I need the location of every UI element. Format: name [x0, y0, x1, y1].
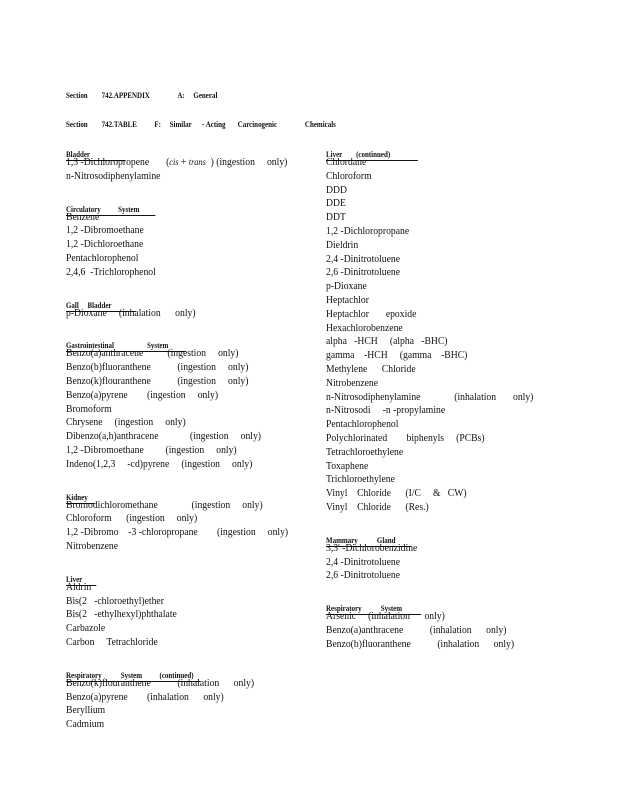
group-bladder — [66, 144, 316, 184]
list-item: Toxaphene — [326, 460, 369, 472]
section-header-appendix: Section 742.APPENDIX A: General — [66, 90, 218, 100]
list-item: Polychlorinated biphenyls (PCBs) — [326, 432, 485, 444]
list-item: 1,2 -Dibromoethane (ingestion only) — [66, 444, 237, 456]
list-item: Bromodichloromethane (ingestion only) — [66, 499, 263, 511]
list-item: Benzo(b)fluoranthene (ingestion only) — [66, 362, 249, 374]
list-item: Aldrin — [66, 581, 92, 593]
list-item: 2,4 -Dinitrotoluene — [326, 253, 401, 265]
list-item: Chloroform (ingestion only) — [66, 513, 198, 525]
group-title: Kidney — [66, 491, 95, 502]
list-item: 2,6 -Dinitrotoluene — [326, 267, 401, 279]
list-item: alpha -HCH (alpha -BHC) — [326, 336, 448, 348]
list-item: Pentachlorophenol — [326, 419, 399, 431]
group-title: Gall Bladder — [66, 299, 136, 310]
list-item: Heptachlor — [326, 294, 369, 306]
group-title: Circulatory System — [66, 203, 156, 214]
list-item: Benzo(k)flouranthene (ingestion only) — [66, 375, 249, 387]
list-item: Vinyl Chloride (I/C & CW) — [326, 488, 467, 500]
list-item: Carbazole — [66, 623, 106, 635]
list-item: Bis(2 -chloroethyl)ether — [66, 595, 164, 607]
group-title: Respiratory System (continued) — [66, 669, 201, 680]
list-item: Heptachlor epoxide — [326, 308, 417, 320]
list-item: 1,2 -Dibromo -3 -chloropropane (ingestion only) — [66, 527, 289, 539]
list-item: Bromoform — [66, 403, 112, 415]
list-item: Indeno(1,2,3 -cd)pyrene (ingestion only) — [66, 458, 253, 470]
list-item: gamma -HCH (gamma -BHC) — [326, 350, 468, 362]
list-item: n-Nitrosodiphenylamine (inhalation only) — [326, 391, 534, 403]
list-item: Arsenic (inhalation only) — [326, 611, 445, 623]
list-item: Methylene Chloride — [326, 363, 416, 375]
list-item: Bis(2 -ethylhexyl)phthalate — [66, 609, 177, 621]
list-item: 2,6 -Dinitrotoluene — [326, 570, 401, 582]
list-item: Trichloroethylene — [326, 474, 395, 486]
list-item: Dieldrin — [326, 239, 359, 251]
group-liver-continued — [326, 144, 596, 515]
list-item: Nitrobenzene — [66, 540, 119, 552]
group-kidney — [66, 487, 316, 554]
list-item: p-Dioxane — [326, 281, 367, 293]
group-respiratory-system — [326, 598, 596, 651]
group-title: Gastrointestinal System — [66, 340, 186, 351]
list-item: Benzo(b)fluoranthene (inhalation only) — [326, 638, 515, 650]
group-title: Respiratory System — [326, 603, 422, 614]
group-title: Liver — [66, 573, 97, 584]
group-title: Bladder — [66, 149, 125, 159]
list-item: 1,2 -Dichloropropane — [326, 225, 410, 237]
list-item: Benzo(a)pyrene (ingestion only) — [66, 389, 219, 401]
list-item: n-Nitrosodiphenylamine — [66, 170, 161, 182]
group-liver — [66, 569, 316, 650]
section-header-table: Section 742.TABLE F: Similar - Acting Carcinogenic Chemicals — [66, 119, 336, 129]
list-item: Dibenzo(a,h)anthracene (ingestion only) — [66, 431, 262, 443]
list-item: 2,4,6 -Trichlorophenol — [66, 266, 156, 278]
list-item: p-Dioxane (inhalation only) — [66, 307, 196, 319]
group-gall-bladder — [66, 295, 316, 321]
list-item: DDT — [326, 212, 346, 224]
group-mammary-gland — [326, 530, 596, 583]
group-title: Mammary Gland — [326, 534, 412, 545]
group-respiratory-continued — [66, 665, 316, 732]
list-item: Benzene — [66, 211, 100, 223]
list-item: Hexachlorobenzene — [326, 322, 403, 334]
group-gastrointestinal — [66, 335, 316, 471]
left-column — [66, 144, 316, 732]
list-item: Pentachlorophenol — [66, 252, 139, 264]
list-item: 1,2 -Dibromoethane — [66, 225, 144, 237]
list-item: n-Nitrosodi -n -propylamine — [326, 405, 446, 417]
list-item: 1,3 -Dichloropropene (cis + trans ) (ingestion only) — [66, 157, 288, 168]
list-item: DDD — [326, 184, 347, 196]
list-item: 1,2 -Dichloroethane — [66, 239, 144, 251]
list-item: Tetrachloroethylene — [326, 446, 404, 458]
list-item: Chloroform — [326, 170, 372, 182]
list-item: Benzo(a)pyrene (inhalation only) — [66, 691, 224, 703]
list-item: Nitrobenzene — [326, 377, 379, 389]
list-item: 3,3' -Dichlorobenzidine — [326, 542, 418, 554]
list-item: Benzo(k)flouranthene (inhalation only) — [66, 677, 255, 689]
list-item: Carbon Tetrachloride — [66, 636, 158, 648]
list-item: Chrysene (ingestion only) — [66, 417, 186, 429]
list-item: 2,4 -Dinitrotoluene — [326, 556, 401, 568]
list-item: Benzo(a)anthracene (ingestion only) — [66, 348, 239, 360]
group-title: Liver (continued) — [326, 149, 419, 159]
list-item: Chlordane — [326, 157, 367, 168]
list-item: DDE — [326, 198, 346, 210]
list-item: Vinyl Chloride (Res.) — [326, 501, 429, 513]
list-item: Cadmium — [66, 719, 105, 731]
right-column — [326, 144, 596, 652]
group-circulatory — [66, 199, 316, 280]
list-item: Beryllium — [66, 705, 106, 717]
list-item: Benzo(a)anthracene (inhalation only) — [326, 624, 507, 636]
